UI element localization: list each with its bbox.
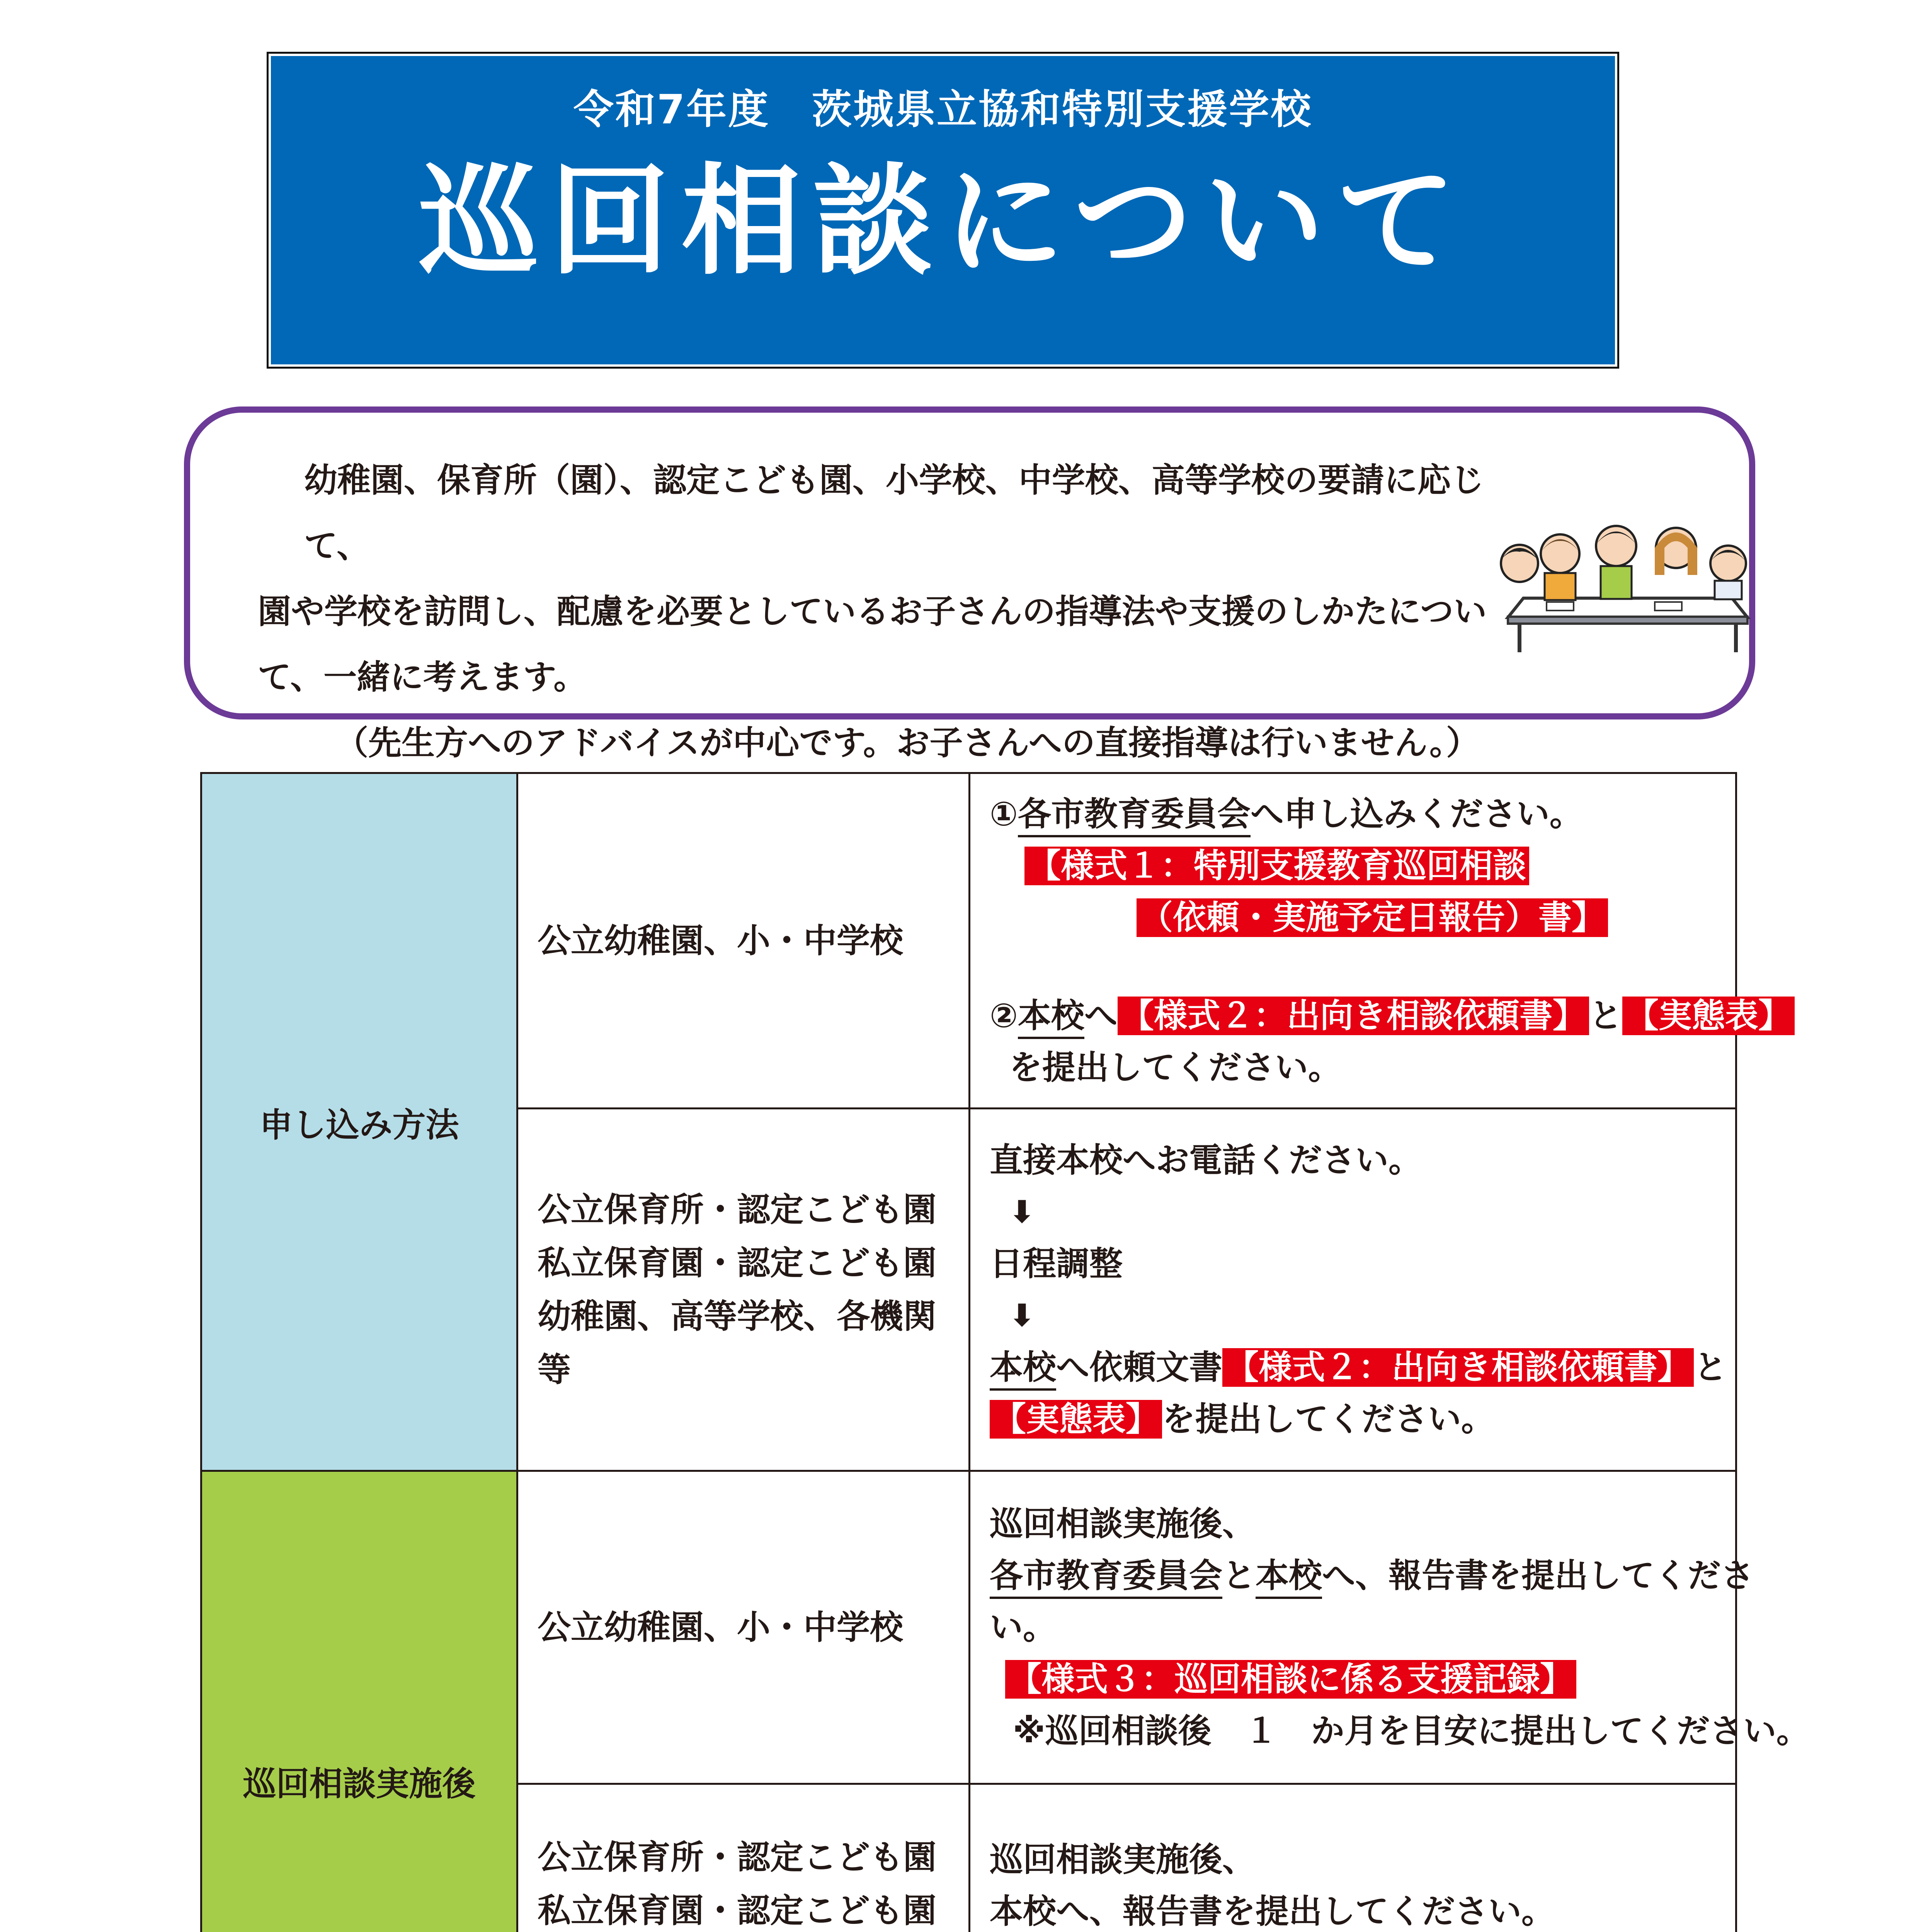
form-1-label: 【様式１：特別支援教育巡回相談	[1024, 847, 1529, 885]
title-banner	[267, 52, 1619, 369]
table-row	[201, 773, 1736, 1109]
target-other-institutions: 公立保育所・認定こども園 私立保育園・認定こども園 幼稚園、高等学校、各機関等	[517, 1109, 970, 1471]
status-form-label: 【実態表】	[1622, 997, 1795, 1035]
board-of-education: 各市教育委員会	[1018, 795, 1251, 837]
form-2-label: 【様式２：出向き相談依頼書】	[1222, 1348, 1694, 1387]
intro-box	[184, 406, 1755, 762]
application-other-detail: 直接本校へお電話ください。 ⬇ 日程調整 ⬇ 本校へ依頼文書【様式２：出向き相談依頼書】と 【実態表】を提出してください。	[970, 1109, 1736, 1471]
after-other-detail: 巡回相談実施後、 本校へ、報告書を提出してください。	[970, 1784, 1736, 1932]
intro-line-1: 幼稚園、保育所（園）、認定こども園、小学校、中学校、高等学校の要請に応じて、	[304, 461, 1484, 565]
intro-line-2: 園や学校を訪問し、配慮を必要としているお子さんの指導法や支援のしかたについ	[258, 592, 1487, 631]
this-school: 本校	[990, 1892, 1056, 1932]
application-public-detail: ①各市教育委員会へ申し込みください。 【様式１：特別支援教育巡回相談 （依頼・実施予定日報告）書】 ②本校へ【様式２：出向き相談依頼書】と【実態表】 を提出してください。	[970, 773, 1736, 1109]
procedure-table	[200, 772, 1810, 1932]
this-school: 本校	[990, 1348, 1056, 1391]
form-1-label-cont: （依頼・実施予定日報告）書】	[1137, 898, 1608, 937]
after-public-detail: 巡回相談実施後、 各市教育委員会と本校へ、報告書を提出してくださ い。 【様式３：巡回相談に係る支援記録】 ※巡回相談後 １ か月を目安に提出してください。	[970, 1471, 1736, 1784]
board-of-education: 各市教育委員会	[990, 1556, 1222, 1599]
page-title: 巡回相談について	[419, 152, 1467, 291]
intro-text	[258, 447, 1537, 776]
target-public-schools: 公立幼稚園、小・中学校	[517, 1471, 970, 1784]
this-school: 本校	[1018, 997, 1084, 1039]
status-form-label: 【実態表】	[990, 1400, 1162, 1439]
down-arrow-icon: ⬇	[1009, 1194, 1035, 1230]
form-2-label: 【様式２：出向き相談依頼書】	[1118, 997, 1589, 1035]
target-other-institutions: 公立保育所・認定こども園 私立保育園・認定こども園	[517, 1784, 970, 1932]
this-school: 本校	[1256, 1556, 1322, 1599]
table-row	[201, 1471, 1736, 1784]
school-subtitle: 令和7年度 茨城県立協和特別支援学校	[573, 86, 1313, 133]
category-after-consultation: 巡回相談実施後	[201, 1471, 517, 1932]
category-application: 申し込み方法	[201, 773, 517, 1471]
meeting-people-icon	[1492, 517, 1763, 656]
intro-line-3: て、一緒に考えます。	[258, 658, 587, 697]
target-public-schools: 公立幼稚園、小・中学校	[517, 773, 970, 1109]
form-3-label: 【様式３：巡回相談に係る支援記録】	[1005, 1660, 1576, 1699]
intro-note: （先生方へのアドバイスが中心です。お子さんへの直接指導は行いません。）	[335, 724, 1479, 762]
down-arrow-icon: ⬇	[1009, 1297, 1035, 1333]
deadline-note: ※巡回相談後 １ か月を目安に提出してください。	[1013, 1711, 1810, 1750]
